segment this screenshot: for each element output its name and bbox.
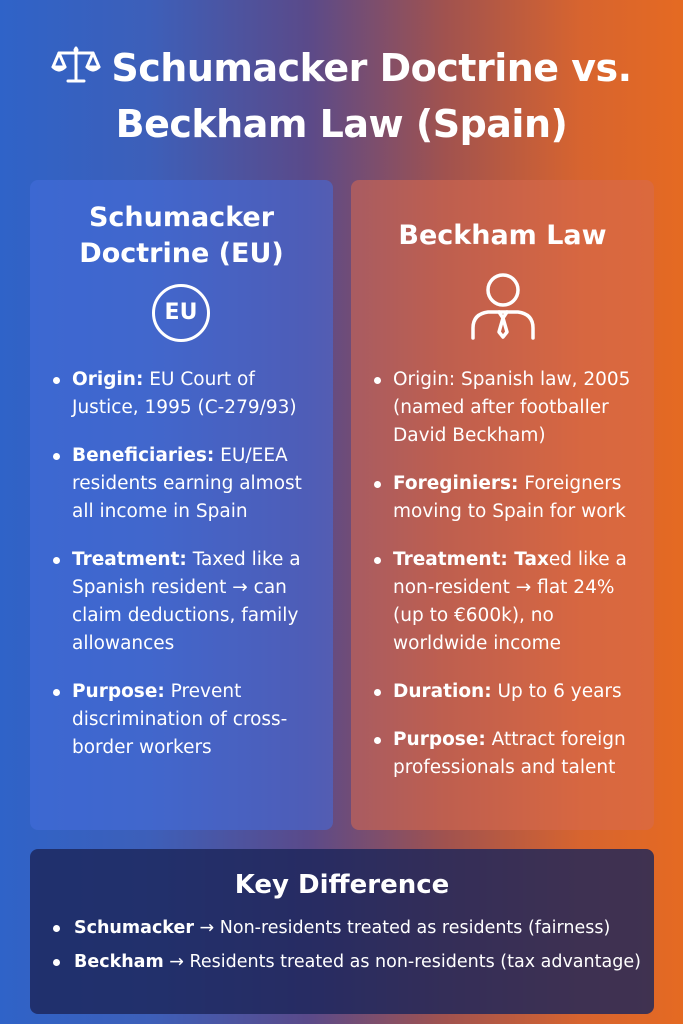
item-text: Foreigners moving to Spain for work bbox=[393, 473, 626, 522]
item-label: Foreginiers: bbox=[393, 473, 519, 494]
item-label: Duration: bbox=[393, 681, 492, 702]
beckham-list bbox=[371, 366, 649, 802]
scales-icon bbox=[51, 45, 101, 98]
list-item bbox=[50, 366, 325, 422]
list-item bbox=[371, 470, 649, 526]
item-label: Origin: bbox=[72, 369, 144, 390]
schumacker-title-line-1: Schumacker bbox=[88, 202, 275, 233]
title-line-1 bbox=[0, 42, 683, 98]
key-difference-panel bbox=[30, 849, 654, 1014]
list-item bbox=[50, 442, 325, 526]
item-text: Prevent discrimination of cross-border workers bbox=[72, 681, 288, 758]
list-item bbox=[371, 726, 649, 782]
item-label: Purpose: bbox=[72, 681, 165, 702]
item-label: Treatment: bbox=[72, 549, 187, 570]
key-difference-list bbox=[50, 915, 650, 983]
item-label: Beckham bbox=[74, 952, 164, 972]
item-text: Up to 6 years bbox=[491, 681, 622, 702]
item-text: EU Court of Justice, 1995 (C-279/93) bbox=[72, 369, 297, 418]
item-text: → Non-residents treated as residents (fairness) bbox=[193, 918, 611, 938]
item-text: Origin: Spanish law, 2005 (named after footballer David Beckham) bbox=[393, 369, 631, 446]
key-difference-title: Key Difference bbox=[234, 870, 450, 900]
title-line-2: Beckham Law (Spain) bbox=[115, 102, 568, 146]
schumacker-card-title bbox=[30, 200, 333, 272]
item-text: → Residents treated as non-residents (tax advantage) bbox=[163, 952, 641, 972]
schumacker-card bbox=[30, 180, 333, 830]
beckham-card-title: Beckham Law bbox=[398, 220, 607, 251]
schumacker-list bbox=[50, 366, 325, 782]
beckham-card bbox=[351, 180, 654, 830]
list-item bbox=[371, 366, 649, 450]
item-label: Schumacker bbox=[74, 918, 194, 938]
list-item bbox=[50, 949, 650, 975]
item-text: Taxed like a Spanish resident → can claim deductions, family allowances bbox=[72, 549, 301, 654]
page-title bbox=[0, 42, 683, 150]
list-item bbox=[371, 678, 649, 706]
list-item bbox=[50, 546, 325, 658]
list-item bbox=[50, 678, 325, 762]
title-text-1: Schumacker Doctrine vs. bbox=[111, 46, 632, 90]
schumacker-title-line-2: Doctrine (EU) bbox=[79, 238, 284, 269]
item-text: Attract foreign professionals and talent bbox=[393, 729, 626, 778]
item-text: ed like a non-resident → flat 24% (up to €600k), no worldwide income bbox=[393, 549, 627, 654]
list-item bbox=[371, 546, 649, 658]
list-item bbox=[50, 915, 650, 941]
person-icon bbox=[468, 270, 538, 344]
item-label: Beneficiaries: bbox=[72, 445, 215, 466]
item-label: Treatment: Tax bbox=[393, 549, 549, 570]
eu-badge-icon: EU bbox=[152, 284, 210, 342]
item-text: EU/EEA residents earning almost all income in Spain bbox=[72, 445, 302, 522]
item-label: Purpose: bbox=[393, 729, 486, 750]
